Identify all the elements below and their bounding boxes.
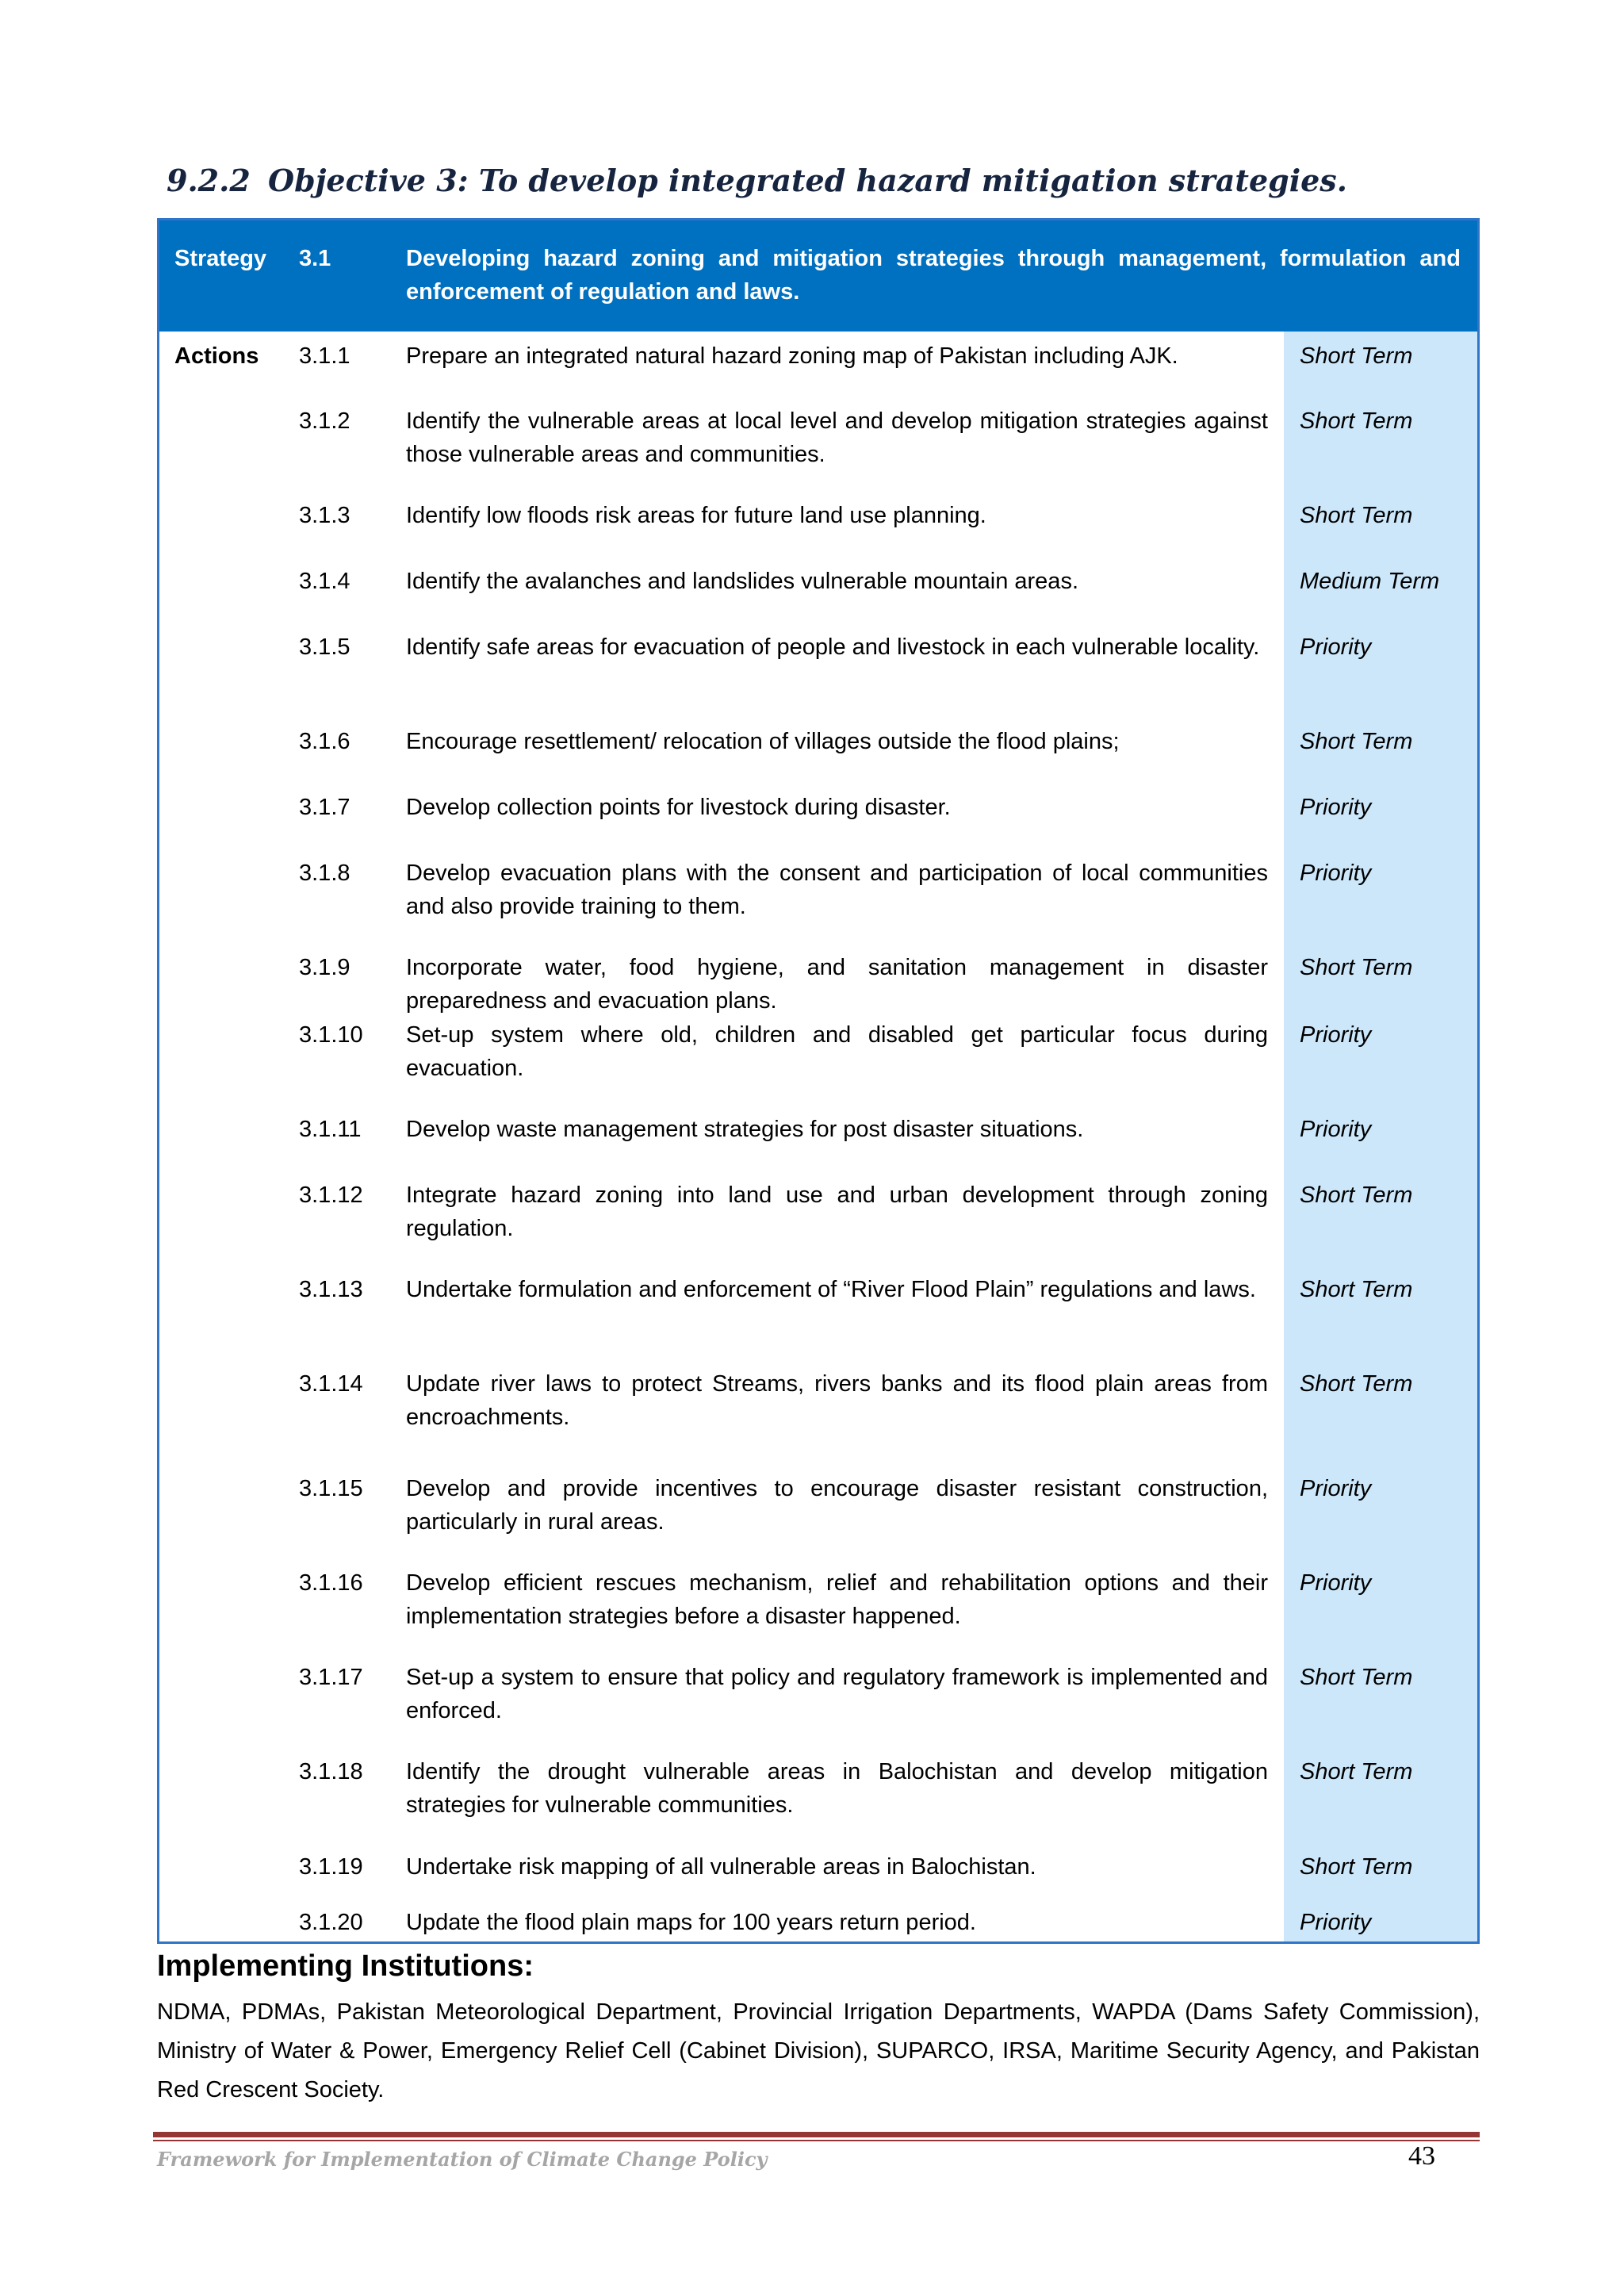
action-term: Priority [1300, 1117, 1372, 1142]
action-text: Develop collection points for livestock during disaster. [406, 795, 951, 820]
page-number: 43 [1408, 2141, 1435, 2171]
footer-rule-thin [153, 2140, 1480, 2141]
footer-title: Framework for Implementation of Climate Change Policy [157, 2148, 768, 2171]
strategy-description: Developing hazard zoning and mitigation strategies through management, formulation and enforcement of regulation and laws. [406, 246, 1461, 305]
action-text: Identify safe areas for evacuation of people and livestock in each vulnerable locality. [406, 634, 1260, 660]
action-term: Priority [1300, 795, 1372, 820]
action-term: Short Term [1300, 503, 1413, 528]
action-term: Short Term [1300, 408, 1413, 434]
action-code: 3.1.18 [299, 1759, 363, 1784]
strategy-header-row [159, 220, 1477, 332]
action-term: Short Term [1300, 955, 1413, 980]
action-term: Priority [1300, 1022, 1372, 1048]
action-text: Develop waste management strategies for post disaster situations. [406, 1117, 1084, 1142]
action-code: 3.1.9 [299, 955, 350, 980]
action-text: Identify the drought vulnerable areas in Balochistan and develop mitigation strategies for vulnerable communities. [406, 1759, 1268, 1818]
action-term: Short Term [1300, 1854, 1413, 1880]
strategy-code: 3.1 [299, 246, 331, 271]
action-term: Medium Term [1300, 569, 1440, 594]
implementing-institutions-title: Implementing Institutions: [157, 1949, 534, 1983]
footer-rule-thick [153, 2132, 1480, 2137]
action-term: Short Term [1300, 1665, 1413, 1690]
action-code: 3.1.1 [299, 343, 350, 369]
action-text: Develop efficient rescues mechanism, relief and rehabilitation options and their implementation strategies before a disaster happened. [406, 1570, 1268, 1629]
action-text: Undertake risk mapping of all vulnerable areas in Balochistan. [406, 1854, 1036, 1880]
action-term: Short Term [1300, 1182, 1413, 1208]
action-term: Short Term [1300, 729, 1413, 754]
action-text: Set-up a system to ensure that policy and regulatory framework is implemented and enforced. [406, 1665, 1268, 1723]
action-code: 3.1.11 [299, 1117, 362, 1142]
action-code: 3.1.14 [299, 1371, 363, 1397]
action-text: Identify the avalanches and landslides vulnerable mountain areas. [406, 569, 1078, 594]
action-term: Priority [1300, 1910, 1372, 1935]
action-code: 3.1.20 [299, 1910, 363, 1935]
action-text: Identify the vulnerable areas at local level and develop mitigation strategies against those vulnerable areas and communities. [406, 408, 1268, 467]
section-title: Objective 3: To develop integrated hazard mitigation strategies. [268, 163, 1347, 198]
actions-label: Actions [174, 343, 259, 369]
action-code: 3.1.12 [299, 1182, 363, 1208]
section-heading [167, 163, 1347, 198]
section-number: 9.2.2 [167, 163, 251, 198]
action-term: Short Term [1300, 1277, 1413, 1302]
action-text: Identify low floods risk areas for future land use planning. [406, 503, 986, 528]
strategy-table [157, 218, 1480, 1944]
action-term: Priority [1300, 1570, 1372, 1596]
action-code: 3.1.5 [299, 634, 350, 660]
action-term: Short Term [1300, 1759, 1413, 1784]
action-code: 3.1.10 [299, 1022, 363, 1048]
action-text: Encourage resettlement/ relocation of villages outside the flood plains; [406, 729, 1120, 754]
action-code: 3.1.17 [299, 1665, 363, 1690]
action-code: 3.1.8 [299, 861, 350, 886]
action-code: 3.1.7 [299, 795, 350, 820]
action-text: Develop and provide incentives to encourage disaster resistant construction, particularly in rural areas. [406, 1476, 1268, 1535]
action-code: 3.1.4 [299, 569, 350, 594]
action-code: 3.1.3 [299, 503, 350, 528]
action-text: Develop evacuation plans with the consent and participation of local communities and also provide training to them. [406, 861, 1268, 919]
action-term: Short Term [1300, 1371, 1413, 1397]
implementing-institutions-body: NDMA, PDMAs, Pakistan Meteorological Department, Provincial Irrigation Departments, WAPDA (Dams Safety Commission), Ministry of Water & Power, Emergency Relief Cell (Cabinet Division), SUPARCO, IRSA, Maritime Security Agency, and Pakistan Red Crescent Society. [157, 1999, 1480, 2102]
action-term: Priority [1300, 634, 1372, 660]
strategy-label: Strategy [174, 246, 267, 271]
action-code: 3.1.6 [299, 729, 350, 754]
action-term: Priority [1300, 1476, 1372, 1501]
action-code: 3.1.19 [299, 1854, 363, 1880]
action-term: Priority [1300, 861, 1372, 886]
action-text: Update the flood plain maps for 100 years return period. [406, 1910, 976, 1935]
action-code: 3.1.16 [299, 1570, 363, 1596]
action-code: 3.1.2 [299, 408, 350, 434]
action-text: Set-up system where old, children and disabled get particular focus during evacuation. [406, 1022, 1268, 1081]
action-code: 3.1.15 [299, 1476, 363, 1501]
action-text: Integrate hazard zoning into land use and urban development through zoning regulation. [406, 1182, 1268, 1241]
action-text: Undertake formulation and enforcement of “River Flood Plain” regulations and laws. [406, 1277, 1256, 1302]
action-term: Short Term [1300, 343, 1413, 369]
action-text: Update river laws to protect Streams, rivers banks and its flood plain areas from encroachments. [406, 1371, 1268, 1430]
action-text: Prepare an integrated natural hazard zoning map of Pakistan including AJK. [406, 343, 1178, 369]
action-text: Incorporate water, food hygiene, and sanitation management in disaster preparedness and evacuation plans. [406, 955, 1268, 1014]
action-code: 3.1.13 [299, 1277, 363, 1302]
